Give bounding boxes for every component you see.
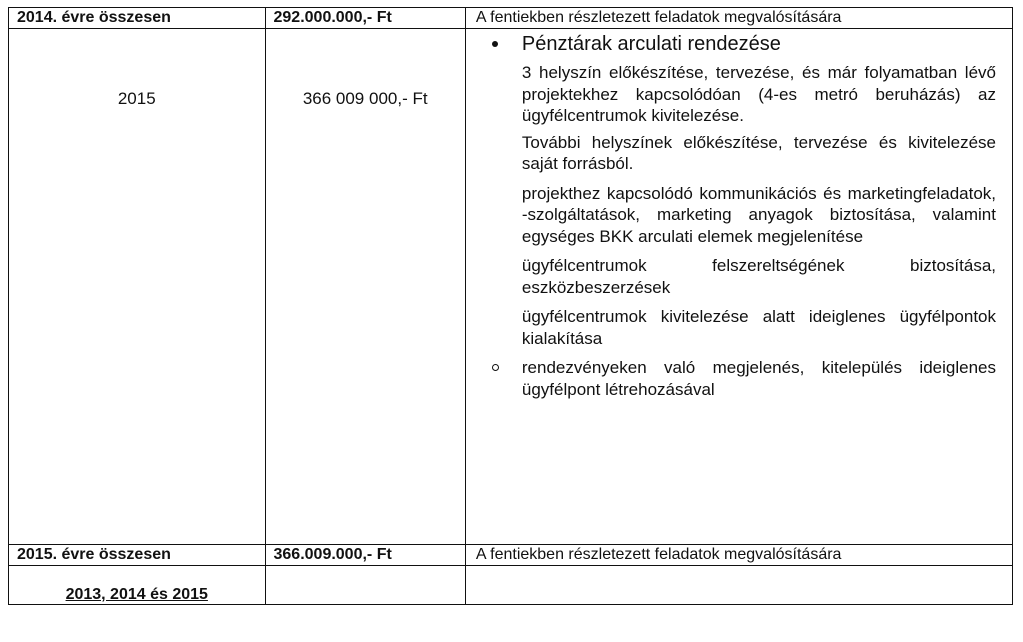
year-2015-row — [9, 29, 1013, 545]
combined-row — [9, 566, 1013, 605]
amount-cell — [265, 29, 465, 545]
bullet-item-title — [522, 32, 996, 56]
total-2014-description: A fentiekben részletezett feladatok megvalósítására — [465, 8, 1012, 29]
paragraph-1: 3 helyszín előkészítése, tervezése, és már folyamatban lévő projektekhez kapcsolódóan (4-es metró beruházás) az ügyfélcentrumok kivitelezése. — [521, 63, 996, 125]
total-2015-amount: 366.009.000,- Ft — [265, 545, 465, 566]
year-cell — [9, 29, 266, 545]
budget-table — [8, 7, 1013, 605]
combined-amount-cell — [265, 566, 465, 605]
total-2014-label: 2014. évre összesen — [9, 8, 266, 29]
bullet-ring-icon — [492, 364, 499, 371]
paragraph-2: További helyszínek előkészítése, tervezése és kivitelezése saját forrásból. — [521, 132, 996, 173]
year-amount: 366 009 000,- Ft — [302, 89, 428, 108]
total-2015-row — [9, 545, 1013, 566]
paragraph-4: ügyfélcentrumok felszereltségének biztosítása, eszközbeszerzések — [521, 256, 996, 297]
year-label: 2015 — [117, 89, 156, 108]
bullet-title-text: Pénztárak arculati rendezése — [521, 33, 781, 55]
total-2014-row — [9, 8, 1013, 29]
bullet-dot-icon — [492, 41, 498, 47]
description-cell — [465, 29, 1012, 545]
bullet-item-second — [522, 357, 996, 400]
description-content — [466, 29, 1012, 400]
total-2015-label: 2015. évre összesen — [9, 545, 266, 566]
paragraph-3: projekthez kapcsolódó kommunikációs és marketingfeladatok, -szolgáltatások, marketing anyagok biztosítása, valamint egységes BKK arculati elemek megjelenítése — [521, 183, 996, 246]
combined-description-cell — [465, 566, 1012, 605]
bullet-second-text: rendezvényeken való megjelenés, kitelepülés ideiglenes ügyfélpont létrehozásával — [521, 358, 996, 399]
combined-label: 2013, 2014 és 2015 — [65, 586, 208, 603]
paragraph-5: ügyfélcentrumok kivitelezése alatt ideiglenes ügyfélpontok kialakítása — [521, 307, 996, 348]
total-2014-amount: 292.000.000,- Ft — [265, 8, 465, 29]
combined-label-cell — [9, 566, 266, 605]
total-2015-description: A fentiekben részletezett feladatok megvalósítására — [465, 545, 1012, 566]
